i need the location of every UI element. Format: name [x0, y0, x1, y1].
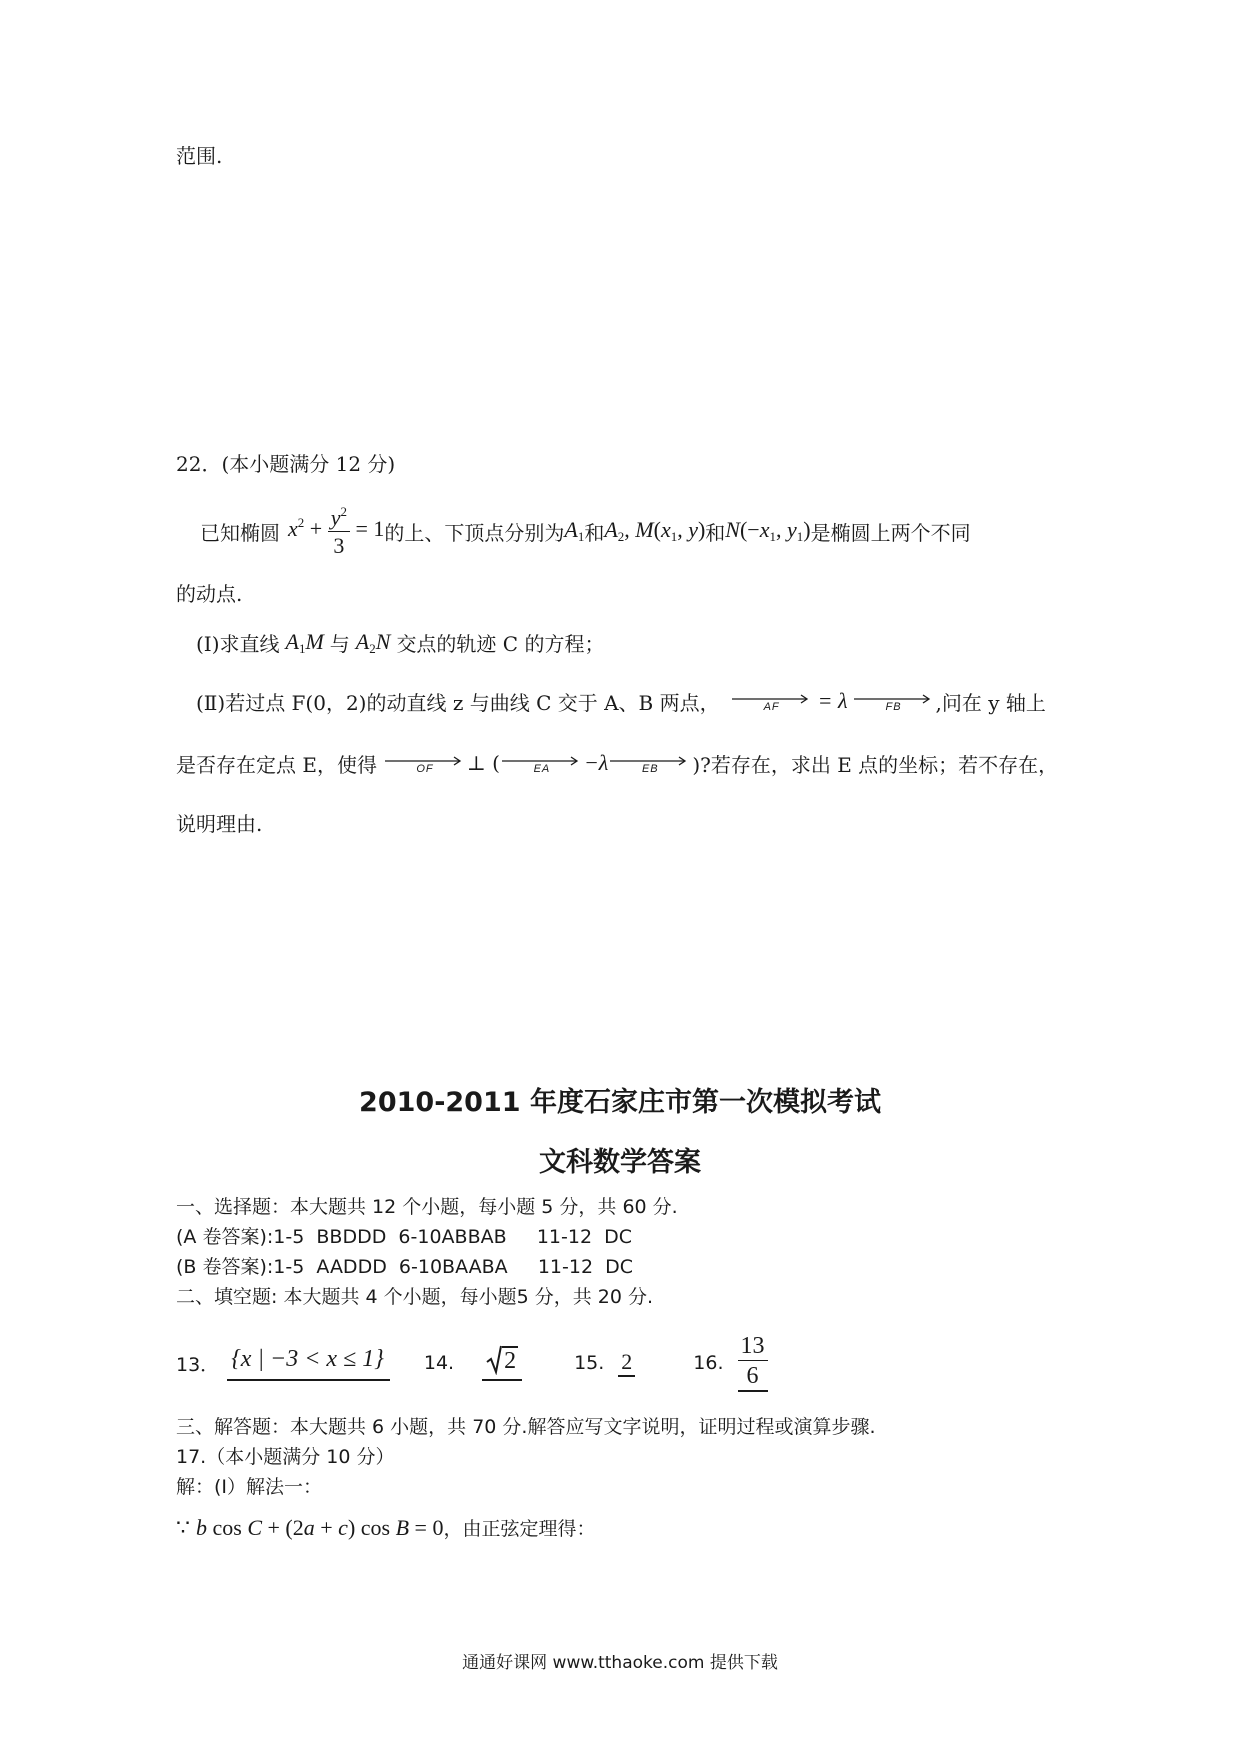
range-text: 范围. [176, 144, 223, 168]
perp-symbol: ⊥ ( [466, 751, 500, 775]
q22-line1-pre: 已知椭圆 [200, 520, 280, 545]
q22-line1-post: 是椭圆上两个不同 [810, 520, 971, 545]
answer-title: 2010-2011 年度石家庄市第一次模拟考试 [359, 1087, 881, 1118]
sqrt-icon [486, 1345, 502, 1375]
q22-line1-and: 和 [584, 520, 605, 545]
q22-part4: 说明理由. [176, 812, 263, 836]
page-footer: 通通好课网 www.tthaoke.com 提供下载 [462, 1653, 778, 1673]
eq-rhs: = 1 [355, 516, 385, 542]
point-n: $N(-x_1$, $y_1$) [725, 517, 811, 544]
q22-line1-mid: 的上、下顶点分别为 [384, 520, 565, 545]
q15-number: 15. [574, 1352, 605, 1374]
section-solve-header: 三、解答题：本大题共 6 小题，共 70 分.解答应写文字说明，证明过程或演算步骤. [176, 1416, 876, 1438]
q22-part2-b: ,问在 y 轴上 [935, 690, 1046, 715]
q17-solution-label: 解：(I）解法一： [176, 1476, 323, 1498]
vector-of [383, 748, 467, 778]
ellipse-equation: $x^2$ + $\frac{y^2}{3}$ = 1 [288, 504, 385, 558]
point-a2-m: $A_2$, $M(x_1$, y) [604, 517, 706, 544]
because-symbol: ∵ [176, 1514, 190, 1540]
q17-equation: b cos C + (2a + c) cos B = 0 [196, 1514, 444, 1540]
q22-part1-pre: (I)求直线 [196, 632, 280, 656]
y2-over-3: $\frac{y^2}{3}$ [328, 505, 350, 557]
line-a1m: $A_1M$ [285, 628, 324, 656]
q17-equation-post: ，由正弦定理得： [443, 1518, 596, 1540]
a-paper-answers: (A 卷答案):1-5 BBDDD 6-10ABBAB 11-12 DC [176, 1226, 633, 1248]
q22-part2-a: (Ⅱ)若过点 F(0，2)的动直线 z 与曲线 C 交于 A、B 两点， [196, 690, 720, 715]
q14-number: 14. [423, 1352, 455, 1374]
q22-part1-mid: 与 [329, 632, 350, 656]
vector-eb-label: EB [641, 763, 659, 775]
fill-answers-row [176, 1330, 768, 1396]
q14-answer [482, 1345, 522, 1381]
vector-af [730, 686, 814, 716]
answer-subtitle: 文科数学答案 [539, 1147, 701, 1178]
vector-fb-label: FB [885, 701, 902, 713]
b-paper-answers: (B 卷答案):1-5 AADDD 6-10BAABA 11-12 DC [176, 1256, 634, 1278]
vector-ea-label: EA [533, 763, 551, 775]
q16-number: 16. [693, 1352, 724, 1374]
q22-header: 22．(本小题满分 12 分) [176, 452, 396, 476]
section-choice-header: 一、选择题：本大题共 12 个小题，每小题 5 分，共 60 分. [176, 1196, 678, 1218]
q22-part3-b: )?若存在，求出 E 点的坐标；若不存在， [692, 752, 1059, 777]
q22-part1-post: 交点的轨迹 C 的方程； [396, 632, 605, 656]
q22-line1 [200, 505, 971, 557]
vector-eb [608, 748, 692, 778]
line-a2n: $A_2N$ [355, 628, 391, 656]
vector-of-label: OF [416, 763, 434, 775]
q14-radicand: 2 [504, 1348, 517, 1374]
q17-equation-line [176, 1514, 595, 1541]
q16-denominator: 6 [746, 1363, 759, 1389]
q13-number: 13． [176, 1353, 220, 1376]
q15-answer: 2 [618, 1349, 635, 1377]
vector-fb [852, 686, 936, 716]
point-a1: $A_1$ [564, 517, 585, 544]
q16-answer [738, 1334, 768, 1392]
q22-part3 [176, 748, 1058, 778]
q17-header: 17.（本小题满分 10 分） [176, 1446, 395, 1468]
q22-line2: 的动点. [176, 582, 243, 606]
q13-answer: {x | −3 < x ≤ 1} [227, 1346, 390, 1381]
vector-ea [500, 748, 584, 778]
section-fill-header: 二、填空题: 本大题共 4 个小题，每小题5 分，共 20 分. [176, 1286, 654, 1308]
vector-af-label: AF [763, 701, 780, 713]
q22-part2 [196, 686, 1046, 716]
minus-lambda: −λ [583, 750, 609, 775]
q16-numerator: 13 [738, 1334, 768, 1361]
q22-line1-and2: 和 [705, 520, 726, 545]
q22-part3-a: 是否存在定点 E，使得 [176, 752, 377, 777]
q22-part1 [196, 628, 604, 657]
part2-eq: = λ [817, 688, 848, 713]
